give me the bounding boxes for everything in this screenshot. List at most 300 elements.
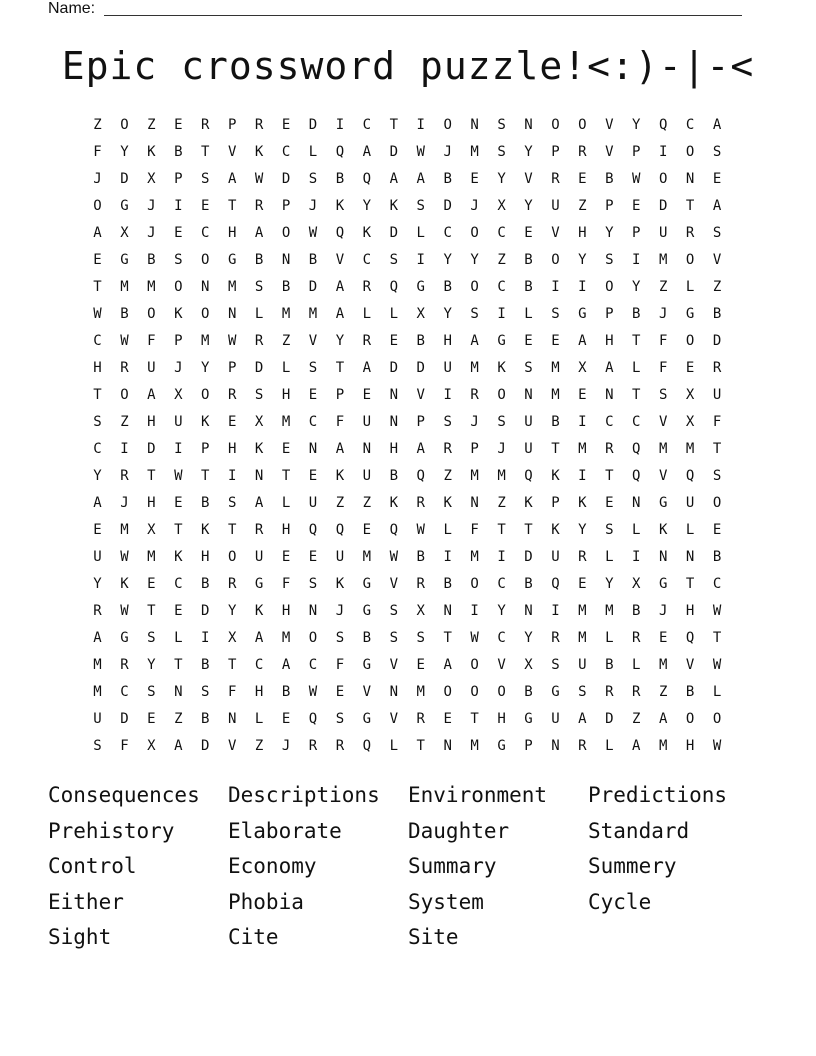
grid-letter: M	[147, 549, 156, 565]
grid-letter: U	[551, 549, 560, 565]
grid-letter: A	[147, 387, 156, 403]
grid-letter: M	[201, 333, 210, 349]
grid-letter: V	[389, 711, 398, 727]
grid-letter: R	[578, 144, 587, 160]
grid-letter: R	[685, 225, 695, 241]
grid-letter: I	[497, 306, 506, 322]
grid-letter: E	[632, 198, 641, 214]
grid-letter: V	[362, 684, 372, 700]
grid-letter: U	[551, 711, 560, 727]
grid-letter: E	[147, 711, 156, 727]
grid-letter: Z	[658, 279, 668, 295]
grid-letter: B	[201, 495, 210, 511]
grid-letter: W	[712, 738, 722, 754]
grid-letter: I	[551, 279, 560, 295]
word-list-item: Phobia	[228, 889, 304, 914]
grid-letter: O	[308, 630, 318, 646]
grid-letter: B	[443, 171, 452, 187]
grid-letter: D	[443, 198, 452, 214]
grid-letter: Y	[201, 360, 210, 376]
grid-letter: F	[712, 414, 722, 430]
grid-letter: I	[578, 279, 587, 295]
grid-letter: Y	[632, 117, 641, 133]
grid-letter: W	[632, 171, 641, 187]
grid-letter: L	[632, 522, 641, 538]
grid-letter: D	[120, 711, 129, 727]
grid-letter: J	[174, 360, 183, 376]
grid-letter: L	[443, 522, 452, 538]
grid-row	[84, 598, 731, 625]
grid-letter: O	[551, 252, 560, 268]
grid-letter: T	[632, 333, 641, 349]
grid-letter: S	[308, 360, 318, 376]
word-list-item: Either	[48, 889, 124, 914]
grid-letter: X	[254, 414, 264, 430]
grid-letter: W	[93, 306, 102, 322]
grid-letter: H	[201, 549, 210, 565]
grid-letter: A	[578, 333, 587, 349]
grid-letter: N	[254, 468, 264, 484]
grid-letter: E	[416, 657, 425, 673]
word-list-item: Economy	[228, 854, 317, 878]
grid-letter: M	[120, 279, 129, 295]
grid-letter: S	[712, 144, 722, 160]
grid-letter: R	[416, 495, 425, 511]
grid-letter: G	[254, 576, 264, 592]
grid-letter: S	[551, 657, 560, 673]
grid-letter: N	[470, 495, 479, 511]
grid-letter: Q	[308, 711, 318, 727]
grid-letter: M	[416, 684, 425, 700]
grid-letter: E	[308, 468, 318, 484]
grid-letter: G	[362, 711, 372, 727]
grid-letter: H	[389, 441, 398, 457]
grid-letter: I	[632, 252, 641, 268]
grid-letter: S	[308, 576, 318, 592]
grid-letter: V	[389, 576, 398, 592]
grid-letter: I	[658, 144, 668, 160]
grid-letter: Q	[416, 468, 425, 484]
grid-letter: U	[174, 414, 183, 430]
grid-letter: U	[362, 468, 372, 484]
grid-letter: Y	[578, 252, 587, 268]
grid-letter: Z	[281, 333, 291, 349]
grid-letter: H	[227, 441, 237, 457]
grid-letter: E	[470, 171, 479, 187]
grid-letter: B	[201, 711, 210, 727]
grid-letter: U	[147, 360, 156, 376]
grid-letter: W	[416, 144, 425, 160]
grid-letter: T	[227, 522, 237, 538]
grid-letter: C	[712, 576, 722, 592]
grid-letter: A	[254, 225, 264, 241]
grid-letter: T	[147, 468, 156, 484]
grid-letter: B	[389, 468, 398, 484]
grid-letter: S	[605, 252, 614, 268]
grid-letter: B	[147, 252, 156, 268]
grid-letter: P	[416, 414, 425, 430]
grid-letter: I	[497, 549, 506, 565]
grid-letter: Q	[335, 522, 345, 538]
grid-letter: G	[227, 252, 237, 268]
grid-letter: K	[254, 441, 264, 457]
grid-letter: D	[389, 225, 398, 241]
grid-letter: E	[201, 198, 210, 214]
grid-letter: E	[443, 711, 452, 727]
grid-letter: I	[443, 549, 452, 565]
grid-letter: N	[308, 603, 318, 619]
grid-letter: M	[470, 468, 479, 484]
grid-letter: K	[254, 603, 264, 619]
grid-letter: V	[227, 144, 237, 160]
word-list-item: Site	[408, 925, 459, 949]
grid-letter: U	[443, 360, 452, 376]
grid-letter: S	[658, 387, 668, 403]
grid-letter: S	[524, 360, 533, 376]
grid-letter: N	[389, 684, 398, 700]
grid-letter: Q	[632, 468, 641, 484]
grid-letter: H	[254, 684, 264, 700]
grid-letter: V	[658, 414, 668, 430]
grid-letter: E	[658, 630, 668, 646]
grid-letter: K	[335, 468, 345, 484]
grid-letter: R	[605, 684, 614, 700]
grid-letter: K	[335, 576, 345, 592]
grid-letter: D	[524, 549, 533, 565]
grid-letter: X	[147, 522, 156, 538]
grid-letter: U	[335, 549, 345, 565]
grid-letter: G	[362, 576, 372, 592]
grid-letter: W	[416, 522, 425, 538]
grid-letter: X	[147, 738, 156, 754]
grid-letter: P	[174, 333, 183, 349]
grid-letter: M	[281, 306, 291, 322]
grid-letter: M	[147, 279, 156, 295]
grid-letter: P	[605, 198, 614, 214]
grid-letter: O	[658, 171, 668, 187]
grid-letter: R	[362, 333, 372, 349]
grid-letter: S	[416, 198, 425, 214]
grid-letter: I	[174, 441, 183, 457]
grid-letter: B	[712, 306, 722, 322]
grid-letter: T	[551, 441, 560, 457]
grid-letter: Z	[120, 414, 129, 430]
grid-letter: M	[551, 387, 560, 403]
grid-letter: Y	[470, 252, 479, 268]
grid-letter: E	[174, 117, 183, 133]
grid-letter: S	[201, 171, 210, 187]
grid-letter: M	[281, 630, 291, 646]
grid-letter: E	[335, 684, 345, 700]
grid-letter: A	[254, 495, 264, 511]
grid-letter: Q	[335, 144, 345, 160]
grid-letter: X	[227, 630, 237, 646]
grid-row	[84, 247, 731, 274]
name-field[interactable]	[48, 0, 742, 18]
grid-letter: A	[443, 657, 452, 673]
grid-letter: R	[551, 171, 560, 187]
grid-letter: B	[281, 684, 291, 700]
grid-letter: U	[578, 657, 587, 673]
grid-letter: V	[685, 657, 695, 673]
grid-letter: I	[416, 117, 425, 133]
grid-letter: E	[605, 495, 614, 511]
grid-letter: D	[120, 171, 129, 187]
grid-letter: A	[632, 738, 641, 754]
grid-letter: G	[416, 279, 425, 295]
grid-letter: C	[443, 225, 452, 241]
grid-letter: V	[551, 225, 560, 241]
grid-letter: V	[605, 144, 614, 160]
grid-letter: M	[658, 441, 668, 457]
grid-letter: Y	[120, 144, 129, 160]
grid-letter: S	[174, 252, 183, 268]
grid-letter: M	[470, 738, 479, 754]
grid-letter: N	[632, 495, 641, 511]
grid-letter: M	[551, 360, 560, 376]
grid-letter: R	[470, 387, 479, 403]
grid-letter: R	[578, 738, 587, 754]
grid-letter: S	[254, 279, 264, 295]
grid-letter: C	[93, 441, 102, 457]
grid-letter: Y	[335, 333, 345, 349]
grid-letter: H	[281, 522, 291, 538]
grid-letter: T	[712, 630, 722, 646]
grid-letter: W	[174, 468, 183, 484]
grid-letter: F	[281, 576, 291, 592]
grid-letter: C	[497, 225, 506, 241]
grid-letter: U	[524, 414, 533, 430]
grid-letter: U	[524, 441, 533, 457]
grid-letter: P	[174, 171, 183, 187]
grid-letter: S	[551, 306, 560, 322]
grid-letter: P	[227, 360, 237, 376]
word-list-item: Descriptions	[228, 783, 380, 807]
grid-letter: B	[308, 252, 318, 268]
grid-letter: I	[551, 603, 560, 619]
grid-letter: A	[712, 198, 722, 214]
grid-letter: T	[605, 468, 614, 484]
grid-letter: A	[93, 495, 102, 511]
grid-letter: O	[201, 306, 210, 322]
grid-letter: S	[578, 684, 587, 700]
grid-letter: C	[605, 414, 614, 430]
grid-row	[84, 463, 731, 490]
grid-letter: T	[443, 630, 452, 646]
grid-letter: C	[308, 657, 318, 673]
grid-row	[84, 193, 731, 220]
name-underline[interactable]	[104, 15, 742, 16]
grid-letter: M	[578, 630, 587, 646]
grid-letter: O	[470, 279, 479, 295]
grid-letter: I	[335, 117, 345, 133]
grid-letter: F	[93, 144, 102, 160]
grid-letter: H	[93, 360, 102, 376]
grid-letter: C	[685, 117, 695, 133]
grid-letter: W	[120, 333, 129, 349]
grid-letter: H	[497, 711, 506, 727]
grid-letter: X	[174, 387, 183, 403]
grid-letter: Y	[443, 306, 452, 322]
grid-letter: Y	[93, 576, 102, 592]
grid-letter: D	[389, 144, 398, 160]
grid-letter: E	[362, 387, 372, 403]
grid-letter: T	[201, 144, 210, 160]
grid-letter: B	[632, 603, 641, 619]
grid-letter: R	[254, 117, 264, 133]
grid-letter: U	[308, 495, 318, 511]
grid-letter: W	[712, 603, 722, 619]
grid-letter: O	[147, 306, 156, 322]
grid-letter: M	[470, 549, 479, 565]
grid-letter: I	[443, 387, 452, 403]
grid-letter: L	[389, 738, 398, 754]
grid-letter: I	[578, 468, 587, 484]
grid-letter: V	[335, 252, 345, 268]
grid-letter: B	[281, 279, 291, 295]
grid-letter: M	[497, 468, 506, 484]
grid-letter: S	[497, 414, 506, 430]
grid-letter: H	[147, 414, 156, 430]
grid-letter: H	[685, 738, 695, 754]
grid-letter: C	[174, 576, 183, 592]
grid-letter: C	[201, 225, 210, 241]
grid-letter: R	[254, 333, 264, 349]
grid-letter: S	[712, 225, 722, 241]
grid-letter: N	[470, 117, 479, 133]
grid-letter: E	[524, 333, 533, 349]
grid-letter: J	[93, 171, 102, 187]
grid-letter: N	[389, 414, 398, 430]
grid-letter: O	[281, 225, 291, 241]
grid-letter: L	[685, 279, 695, 295]
grid-letter: K	[551, 468, 560, 484]
grid-letter: X	[120, 225, 129, 241]
grid-letter: K	[362, 225, 372, 241]
grid-letter: E	[578, 387, 587, 403]
grid-letter: A	[335, 441, 345, 457]
grid-letter: Q	[685, 630, 695, 646]
grid-letter: B	[524, 684, 533, 700]
word-list-item: Consequences	[48, 783, 200, 807]
grid-letter: W	[308, 684, 318, 700]
grid-letter: T	[93, 279, 102, 295]
grid-letter: Z	[335, 495, 345, 511]
grid-letter: O	[470, 684, 479, 700]
grid-letter: B	[416, 333, 425, 349]
grid-letter: Y	[605, 225, 614, 241]
grid-letter: Z	[578, 198, 587, 214]
grid-letter: T	[201, 468, 210, 484]
grid-letter: G	[578, 306, 587, 322]
grid-letter: R	[632, 684, 641, 700]
grid-letter: G	[658, 576, 668, 592]
grid-letter: L	[605, 549, 614, 565]
grid-letter: C	[632, 414, 641, 430]
grid-letter: Q	[389, 522, 398, 538]
grid-letter: Y	[524, 198, 533, 214]
grid-letter: M	[578, 441, 587, 457]
grid-letter: T	[335, 360, 345, 376]
grid-letter: K	[335, 198, 345, 214]
grid-letter: V	[497, 657, 506, 673]
grid-letter: G	[497, 333, 506, 349]
grid-letter: L	[605, 738, 614, 754]
grid-letter: I	[578, 414, 587, 430]
grid-letter: E	[712, 522, 722, 538]
grid-letter: N	[443, 603, 452, 619]
grid-letter: S	[93, 738, 102, 754]
word-list-item: Elaborate	[228, 818, 342, 843]
grid-letter: A	[416, 441, 425, 457]
grid-letter: Z	[632, 711, 641, 727]
grid-letter: H	[281, 603, 291, 619]
grid-letter: T	[174, 657, 183, 673]
grid-letter: V	[658, 468, 668, 484]
grid-letter: J	[497, 441, 506, 457]
grid-letter: M	[658, 657, 668, 673]
grid-letter: K	[578, 495, 587, 511]
grid-letter: S	[93, 414, 102, 430]
grid-letter: V	[605, 117, 614, 133]
grid-letter: S	[335, 711, 345, 727]
grid-letter: Y	[227, 603, 237, 619]
grid-letter: B	[443, 279, 452, 295]
grid-letter: N	[227, 306, 237, 322]
grid-letter: E	[174, 225, 183, 241]
grid-letter: H	[281, 387, 291, 403]
grid-letter: Q	[658, 117, 668, 133]
grid-letter: B	[685, 684, 695, 700]
grid-letter: G	[120, 252, 129, 268]
grid-letter: O	[685, 711, 695, 727]
grid-letter: O	[497, 387, 506, 403]
grid-letter: Q	[685, 468, 695, 484]
grid-letter: E	[281, 117, 291, 133]
grid-letter: L	[281, 495, 291, 511]
grid-letter: R	[443, 441, 452, 457]
grid-letter: G	[497, 738, 506, 754]
grid-letter: L	[174, 630, 183, 646]
grid-letter: R	[201, 117, 210, 133]
grid-letter: M	[470, 360, 479, 376]
grid-letter: T	[227, 198, 237, 214]
grid-letter: Y	[443, 252, 452, 268]
grid-letter: K	[201, 522, 210, 538]
grid-letter: H	[443, 333, 452, 349]
grid-letter: J	[120, 495, 129, 511]
grid-letter: Z	[497, 495, 506, 511]
grid-letter: L	[254, 306, 264, 322]
grid-row	[84, 274, 731, 301]
grid-letter: S	[605, 522, 614, 538]
grid-letter: Q	[335, 225, 345, 241]
grid-letter: S	[443, 414, 452, 430]
grid-letter: M	[93, 684, 102, 700]
grid-letter: A	[93, 630, 102, 646]
grid-letter: L	[362, 306, 372, 322]
grid-letter: J	[443, 144, 452, 160]
grid-letter: U	[712, 387, 722, 403]
grid-letter: Y	[632, 279, 641, 295]
grid-letter: J	[470, 414, 479, 430]
grid-letter: T	[174, 522, 183, 538]
grid-letter: J	[470, 198, 479, 214]
grid-letter: G	[685, 306, 695, 322]
grid-letter: L	[389, 306, 398, 322]
grid-letter: J	[308, 198, 318, 214]
grid-letter: C	[281, 144, 291, 160]
